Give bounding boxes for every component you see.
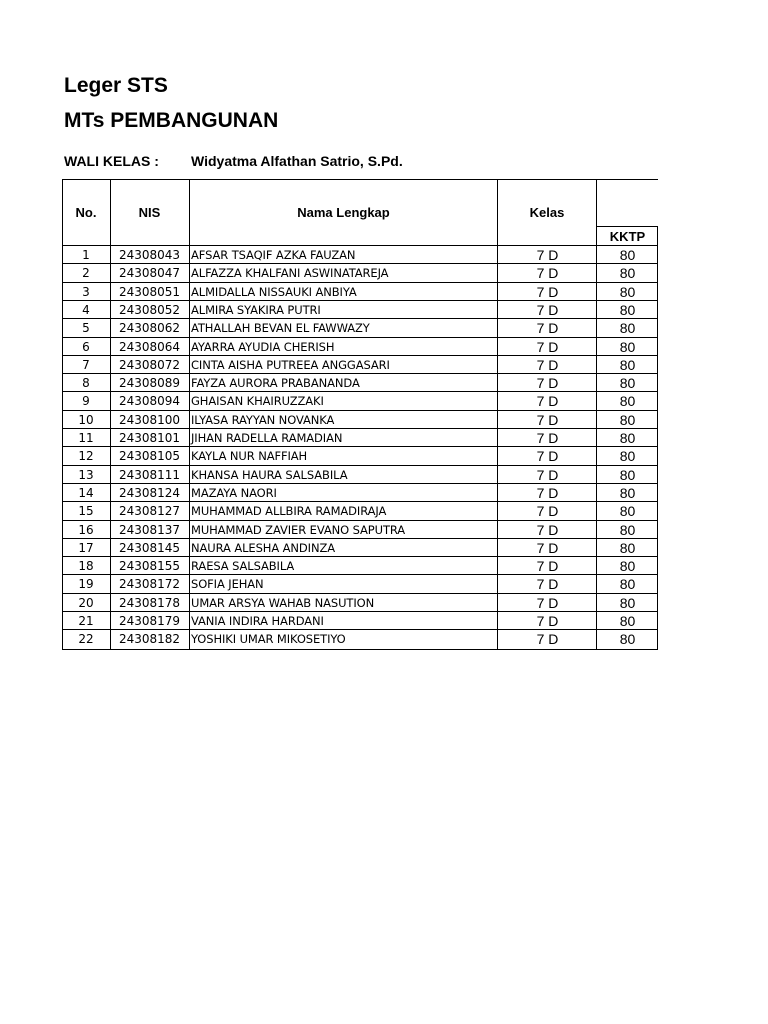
cell-kelas: 7 D (536, 375, 559, 391)
cell-no: 20 (78, 596, 94, 610)
cell-no: 14 (78, 486, 94, 500)
cell-nama: KAYLA NUR NAFFIAH (191, 449, 308, 463)
cell-kelas: 7 D (536, 430, 559, 446)
cell-kktp: 80 (619, 631, 636, 647)
cell-no: 5 (82, 321, 90, 335)
cell-kktp: 80 (619, 284, 636, 300)
cell-kelas: 7 D (536, 412, 559, 428)
cell-nis: 24308052 (118, 303, 181, 317)
cell-nama: ALMIRA SYAKIRA PUTRI (191, 303, 321, 317)
cell-kktp: 80 (619, 339, 636, 355)
table-row (62, 392, 658, 410)
cell-kktp: 80 (619, 393, 636, 409)
cell-kktp: 80 (619, 467, 636, 483)
header-kelas: Kelas (529, 204, 565, 220)
cell-no: 19 (78, 577, 94, 591)
cell-no: 12 (78, 449, 94, 463)
table-row (62, 264, 658, 282)
cell-kktp: 80 (619, 485, 636, 501)
cell-nis: 24308062 (118, 321, 181, 335)
cell-no: 7 (82, 358, 90, 372)
cell-nama: ILYASA RAYYAN NOVANKA (191, 413, 335, 427)
table-row (62, 612, 658, 630)
cell-kelas: 7 D (536, 357, 559, 373)
table-row (62, 429, 658, 447)
cell-no: 22 (78, 632, 94, 646)
cell-no: 9 (82, 394, 90, 408)
cell-nama: MUHAMMAD ZAVIER EVANO SAPUTRA (191, 523, 406, 537)
cell-kelas: 7 D (536, 503, 559, 519)
cell-no: 13 (78, 468, 94, 482)
cell-nama: SOFIA JEHAN (191, 577, 264, 591)
table-bottom-border (62, 649, 658, 650)
cell-kelas: 7 D (536, 339, 559, 355)
table-row (62, 630, 658, 648)
cell-nama: ALFAZZA KHALFANI ASWINATAREJA (191, 266, 389, 280)
header-nis: NIS (138, 204, 161, 220)
homeroom-teacher-label: WALI KELAS : (64, 153, 159, 169)
table-row (62, 502, 658, 520)
cell-nis: 24308100 (118, 413, 181, 427)
cell-nama: AYARRA AYUDIA CHERISH (191, 340, 335, 354)
cell-kelas: 7 D (536, 522, 559, 538)
table-row (62, 301, 658, 319)
cell-kktp: 80 (619, 595, 636, 611)
cell-kktp: 80 (619, 522, 636, 538)
cell-nama: CINTA AISHA PUTREEA ANGGASARI (191, 358, 390, 372)
cell-no: 8 (82, 376, 90, 390)
table-row (62, 466, 658, 484)
cell-kktp: 80 (619, 265, 636, 281)
cell-kelas: 7 D (536, 576, 559, 592)
grade-ledger-table (62, 179, 658, 650)
cell-kktp: 80 (619, 503, 636, 519)
table-row (62, 338, 658, 356)
table-row (62, 283, 658, 301)
cell-nama: MUHAMMAD ALLBIRA RAMADIRAJA (191, 504, 387, 518)
cell-nis: 24308124 (118, 486, 181, 500)
cell-kktp: 80 (619, 375, 636, 391)
cell-kelas: 7 D (536, 540, 559, 556)
school-name: MTs PEMBANGUNAN (64, 109, 279, 132)
cell-no: 4 (82, 303, 90, 317)
cell-kktp: 80 (619, 247, 636, 263)
cell-no: 1 (82, 248, 90, 262)
cell-kelas: 7 D (536, 448, 559, 464)
cell-nis: 24308155 (118, 559, 181, 573)
cell-kktp: 80 (619, 302, 636, 318)
cell-nis: 24308094 (118, 394, 181, 408)
cell-kktp: 80 (619, 613, 636, 629)
cell-kktp: 80 (619, 448, 636, 464)
cell-kktp: 80 (619, 558, 636, 574)
cell-no: 6 (82, 340, 90, 354)
table-row (62, 374, 658, 392)
table-row (62, 411, 658, 429)
document-title: Leger STS (64, 74, 168, 97)
cell-nama: MAZAYA NAORI (191, 486, 277, 500)
cell-kelas: 7 D (536, 595, 559, 611)
cell-nama: KHANSA HAURA SALSABILA (191, 468, 348, 482)
cell-nama: NAURA ALESHA ANDINZA (191, 541, 336, 555)
table-row (62, 356, 658, 374)
cell-kelas: 7 D (536, 631, 559, 647)
cell-no: 15 (78, 504, 94, 518)
cell-kelas: 7 D (536, 302, 559, 318)
cell-kktp: 80 (619, 357, 636, 373)
cell-nis: 24308178 (118, 596, 181, 610)
cell-no: 21 (78, 614, 94, 628)
table-row (62, 447, 658, 465)
cell-no: 11 (78, 431, 94, 445)
cell-nis: 24308051 (118, 285, 181, 299)
cell-nis: 24308137 (118, 523, 181, 537)
cell-no: 17 (78, 541, 94, 555)
cell-nis: 24308172 (118, 577, 181, 591)
table-row (62, 521, 658, 539)
cell-nama: ATHALLAH BEVAN EL FAWWAZY (191, 321, 370, 335)
cell-kktp: 80 (619, 576, 636, 592)
table-row (62, 539, 658, 557)
cell-nis: 24308182 (118, 632, 181, 646)
table-row (62, 594, 658, 612)
cell-kelas: 7 D (536, 558, 559, 574)
cell-nis: 24308072 (118, 358, 181, 372)
cell-kktp: 80 (619, 540, 636, 556)
table-row (62, 246, 658, 264)
cell-nis: 24308145 (118, 541, 181, 555)
cell-kelas: 7 D (536, 467, 559, 483)
cell-kktp: 80 (619, 320, 636, 336)
cell-nis: 24308105 (118, 449, 181, 463)
cell-kelas: 7 D (536, 320, 559, 336)
cell-nama: GHAISAN KHAIRUZZAKI (191, 394, 324, 408)
cell-no: 3 (82, 285, 90, 299)
cell-nama: FAYZA AURORA PRABANANDA (191, 376, 360, 390)
cell-nis: 24308111 (118, 468, 181, 482)
cell-nis: 24308089 (118, 376, 181, 390)
cell-kelas: 7 D (536, 393, 559, 409)
cell-nama: JIHAN RADELLA RAMADIAN (191, 431, 343, 445)
cell-nis: 24308047 (118, 266, 181, 280)
cell-no: 16 (78, 523, 94, 537)
cell-kelas: 7 D (536, 247, 559, 263)
table-row (62, 319, 658, 337)
cell-nama: AFSAR TSAQIF AZKA FAUZAN (191, 248, 356, 262)
header-nama-lengkap: Nama Lengkap (297, 204, 390, 220)
header-kktp: KKTP (609, 228, 646, 244)
cell-nama: RAESA SALSABILA (191, 559, 295, 573)
cell-nama: YOSHIKI UMAR MIKOSETIYO (191, 632, 346, 646)
homeroom-teacher-name: Widyatma Alfathan Satrio, S.Pd. (191, 153, 403, 169)
cell-no: 2 (82, 266, 90, 280)
cell-nama: UMAR ARSYA WAHAB NASUTION (191, 596, 375, 610)
cell-kktp: 80 (619, 412, 636, 428)
cell-kelas: 7 D (536, 284, 559, 300)
cell-no: 10 (78, 413, 94, 427)
cell-kelas: 7 D (536, 613, 559, 629)
cell-kelas: 7 D (536, 485, 559, 501)
table-row (62, 575, 658, 593)
cell-nama: VANIA INDIRA HARDANI (191, 614, 324, 628)
cell-kktp: 80 (619, 430, 636, 446)
cell-nis: 24308179 (118, 614, 181, 628)
cell-no: 18 (78, 559, 94, 573)
cell-nis: 24308101 (118, 431, 181, 445)
header-no: No. (75, 204, 97, 220)
cell-nama: ALMIDALLA NISSAUKI ANBIYA (191, 285, 357, 299)
table-row (62, 484, 658, 502)
cell-nis: 24308043 (118, 248, 181, 262)
cell-nis: 24308064 (118, 340, 181, 354)
table-row (62, 557, 658, 575)
cell-nis: 24308127 (118, 504, 181, 518)
cell-kelas: 7 D (536, 265, 559, 281)
